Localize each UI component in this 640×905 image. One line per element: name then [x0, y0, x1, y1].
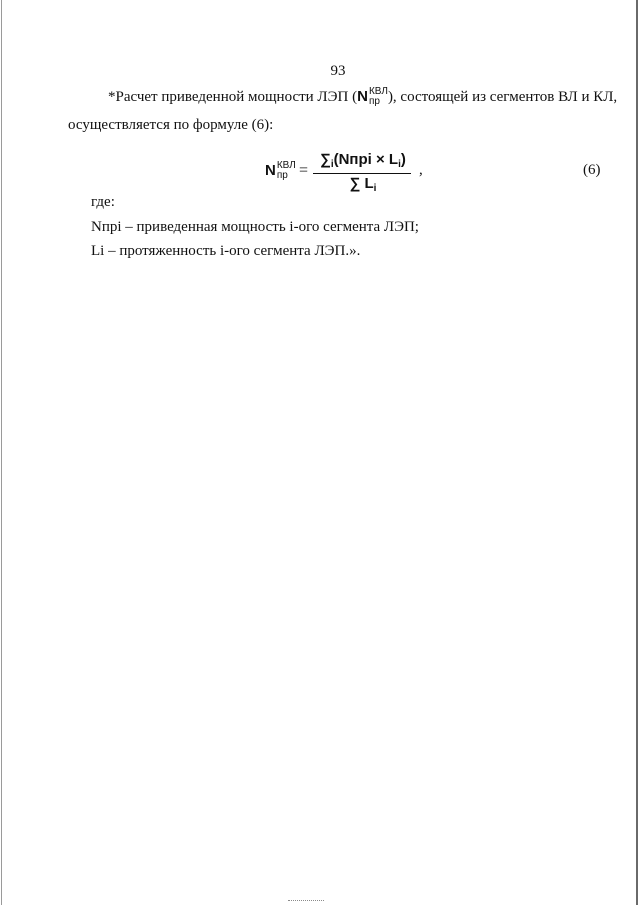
numerator-sigma-subscript: i — [330, 159, 334, 170]
formula-equals: = — [299, 162, 309, 179]
power-symbol-superscript: КВЛ — [368, 86, 388, 97]
formula-lhs — [265, 162, 298, 180]
numerator-close: ) — [400, 151, 406, 168]
formula-lhs-subscript: пр — [276, 170, 288, 181]
denominator-body: L — [364, 175, 374, 192]
formula-lhs-base: N — [265, 162, 276, 179]
numerator-body-subscript: i — [398, 159, 401, 170]
paragraph-text-before: *Расчет приведенной мощности ЛЭП ( — [108, 89, 358, 105]
formula-numerator — [313, 151, 413, 170]
denominator-subscript: i — [373, 183, 377, 194]
definition-item: Li – протяженность i-ого сегмента ЛЭП.». — [91, 243, 361, 259]
formula-lhs-superscript: КВЛ — [276, 160, 296, 171]
paragraph-text-after: ), состоящей из сегментов ВЛ и КЛ, — [387, 89, 618, 105]
denominator-sigma: ∑ — [349, 175, 361, 192]
power-symbol-indices — [368, 86, 388, 107]
power-symbol-subscript: пр — [368, 96, 380, 107]
scan-artifact-line — [288, 900, 324, 902]
definition-item: Nпрi – приведенная мощность i-ого сегмента ЛЭП; — [91, 219, 419, 235]
numerator-body: (Nпрi × L — [333, 151, 399, 168]
page-edge-left — [1, 0, 2, 905]
numerator-sigma: ∑ — [320, 151, 331, 168]
formula-trailing-comma: , — [419, 162, 423, 178]
power-symbol-base: N — [357, 88, 368, 105]
equation-number: (6) — [583, 162, 601, 178]
page-edge-right — [636, 0, 638, 905]
paragraph-line-1 — [108, 88, 617, 106]
formula-lhs-indices — [276, 160, 298, 181]
formula-6 — [265, 150, 425, 194]
formula-denominator — [313, 175, 413, 194]
fraction-bar — [313, 173, 411, 174]
where-label: где: — [91, 194, 115, 210]
paragraph-line-2: осуществляется по формуле (6): — [68, 117, 274, 133]
page-number: 93 — [330, 63, 346, 79]
